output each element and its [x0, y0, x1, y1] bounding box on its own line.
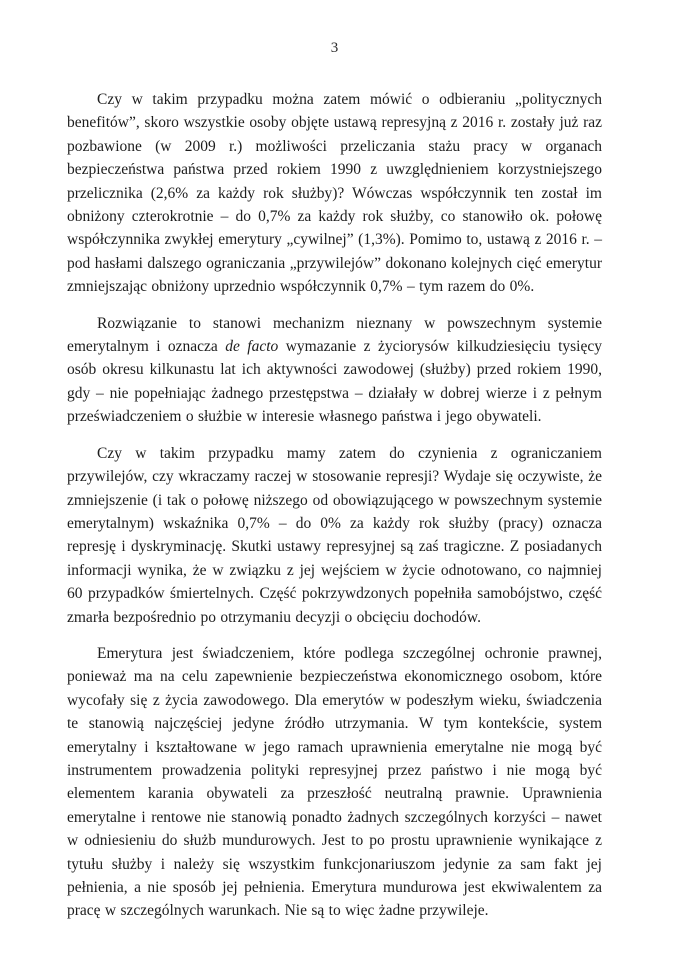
latin-phrase-de-facto: de facto: [225, 338, 279, 356]
paragraph-2-text-before: Rozwiązanie to stanowi mechanizm nieznany w powszechnym systemie emerytalnym i oznacza: [67, 314, 602, 356]
document-body: [67, 88, 602, 923]
paragraph-mechanism-unknown: [67, 312, 602, 429]
page-number: 3: [330, 40, 339, 56]
paragraph-2-text-after: wymazanie z życiorysów kilkudziesięciu tysięcy osób okresu kilkunastu lat ich aktywności zawodowej (służby) przed rokiem 1990, gdy – nie popełniając żadnego przestępstwa – działały w dobrej wierze i z pełnym przeświadczeniem o służbie w interesie własnego państwa i jego obywateli.: [67, 338, 602, 426]
paragraph-pension-protection: Emerytura jest świadczeniem, które podlega szczególnej ochronie prawnej, ponieważ ma na celu zapewnienie bezpieczeństwa ekonomicznego osobom, które wycofały się z życia zawodowego. Dla emerytów w podeszłym wieku, świadczenia te stanowią najczęściej jedyne źródło utrzymania. W tym kontekście, system emerytalny i kształtowane w jego ramach uprawnienia emerytalne nie mogą być instrumentem prowadzenia polityki represyjnej przez państwo i nie mogą być elementem karania obywateli za przeszłość neutralną prawnie. Uprawnienia emerytalne i rentowe nie stanowią ponadto żadnych szczególnych korzyści – nawet w odniesieniu do służb mundurowych. Jest to po prostu uprawnienie wynikające z tytułu służby i należy się wszystkim funkcjonariuszom jedynie za sam fakt jej pełnienia, a nie sposób jej pełnienia. Emerytura mundurowa jest ekwiwalentem za pracę w szczególnych warunkach. Nie są to więc żadne przywileje.: [67, 644, 602, 920]
paragraph-repression-question: Czy w takim przypadku mamy zatem do czynienia z ograniczaniem przywilejów, czy wkraczamy raczej w stosowanie represji? Wydaje się oczywiste, że zmniejszenie (i tak o połowę niższego od obowiązującego w powszechnym systemie emerytalnym) wskaźnika 0,7% – do 0% za każdy rok służby (pracy) oznacza represję i dyskryminację. Skutki ustawy represyjnej są zaś tragiczne. Z posiadanych informacji wynika, że w związku z jej wejściem w życie odnotowano, co najmniej 60 przypadków śmiertelnych. Część pokrzywdzonych popełniła samobójstwo, część zmarła bezpośrednio po otrzymaniu decyzji o obcięciu dochodów.: [67, 444, 602, 626]
paragraph-political-benefits: Czy w takim przypadku można zatem mówić o odbieraniu „politycznych benefitów”, skoro wszystkie osoby objęte ustawą represyjną z 2016 r. zostały już raz pozbawione (w 2009 r.) możliwości przeliczania stażu pracy w organach bezpieczeństwa państwa przed rokiem 1990 z uwzględnieniem korzystniejszego przelicznika (2,6% za każdy rok służby)? Wówczas współczynnik ten został im obniżony czterokrotnie – do 0,7% za każdy rok służby, co stanowiło ok. połowę współczynnika zwykłej emerytury „cywilnej” (1,3%). Pomimo to, ustawą z 2016 r. – pod hasłami dalszego ograniczania „przywilejów” dokonano kolejnych cięć emerytur zmniejszając obniżony uprzednio współczynnik 0,7% – tym razem do 0%.: [67, 91, 602, 296]
